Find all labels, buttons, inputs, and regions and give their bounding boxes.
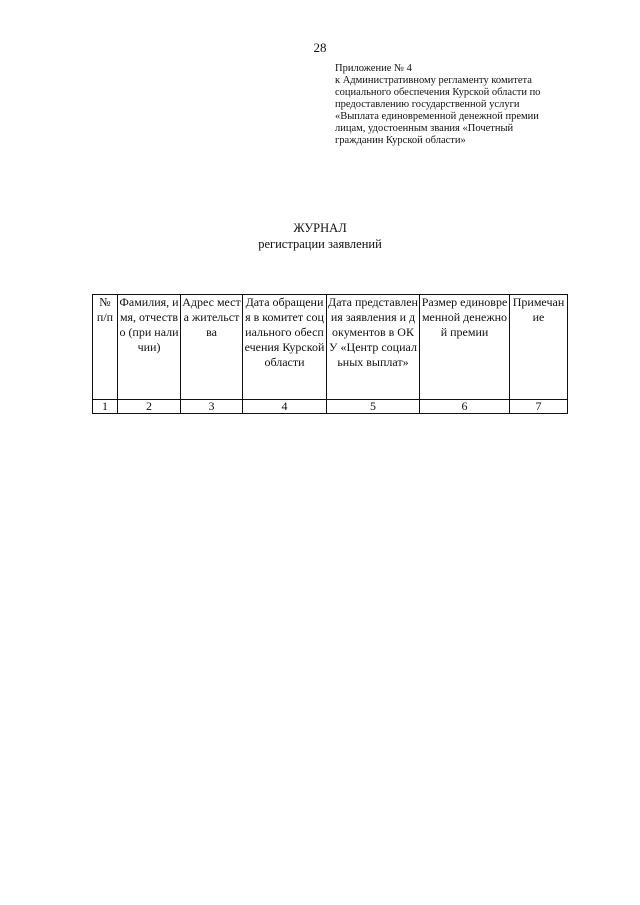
annex-line: Приложение № 4 xyxy=(335,63,412,74)
annex-line: социального обеспечения Курской области по xyxy=(335,87,541,98)
column-number: 6 xyxy=(420,400,510,414)
annex-line: гражданин Курской области» xyxy=(335,135,466,146)
column-header-full-name: Фамилия, имя, отчество (при наличии) xyxy=(118,295,181,400)
column-number: 4 xyxy=(243,400,327,414)
column-number: 2 xyxy=(118,400,181,414)
journal-heading xyxy=(0,220,640,252)
column-number: 3 xyxy=(181,400,243,414)
journal-title: ЖУРНАЛ xyxy=(293,221,347,235)
column-number: 5 xyxy=(327,400,420,414)
annex-line: предоставлению государственной услуги xyxy=(335,99,520,110)
annex-line: лицам, удостоенным звания «Почетный xyxy=(335,123,514,134)
column-header-number: № п/п xyxy=(93,295,118,400)
column-header-note: Примечание xyxy=(510,295,568,400)
column-number: 1 xyxy=(93,400,118,414)
column-header-bonus-amount: Размер единовременной денежной премии xyxy=(420,295,510,400)
journal-subtitle: регистрации заявлений xyxy=(258,237,382,251)
table-header-row xyxy=(93,295,568,400)
annex-line: «Выплата единовременной денежной премии xyxy=(335,111,539,122)
column-header-application-date: Дата обращения в комитет социального обеспечения Курской области xyxy=(243,295,327,400)
column-header-address: Адрес места жительства xyxy=(181,295,243,400)
annex-line: к Административному регламенту комитета xyxy=(335,75,532,86)
column-numbers-row xyxy=(93,400,568,414)
registration-table xyxy=(92,294,568,414)
column-number: 7 xyxy=(510,400,568,414)
page-number: 28 xyxy=(313,40,327,55)
annex-header xyxy=(335,63,625,147)
column-header-submission-date: Дата представления заявления и документов в ОКУ «Центр социальных выплат» xyxy=(327,295,420,400)
